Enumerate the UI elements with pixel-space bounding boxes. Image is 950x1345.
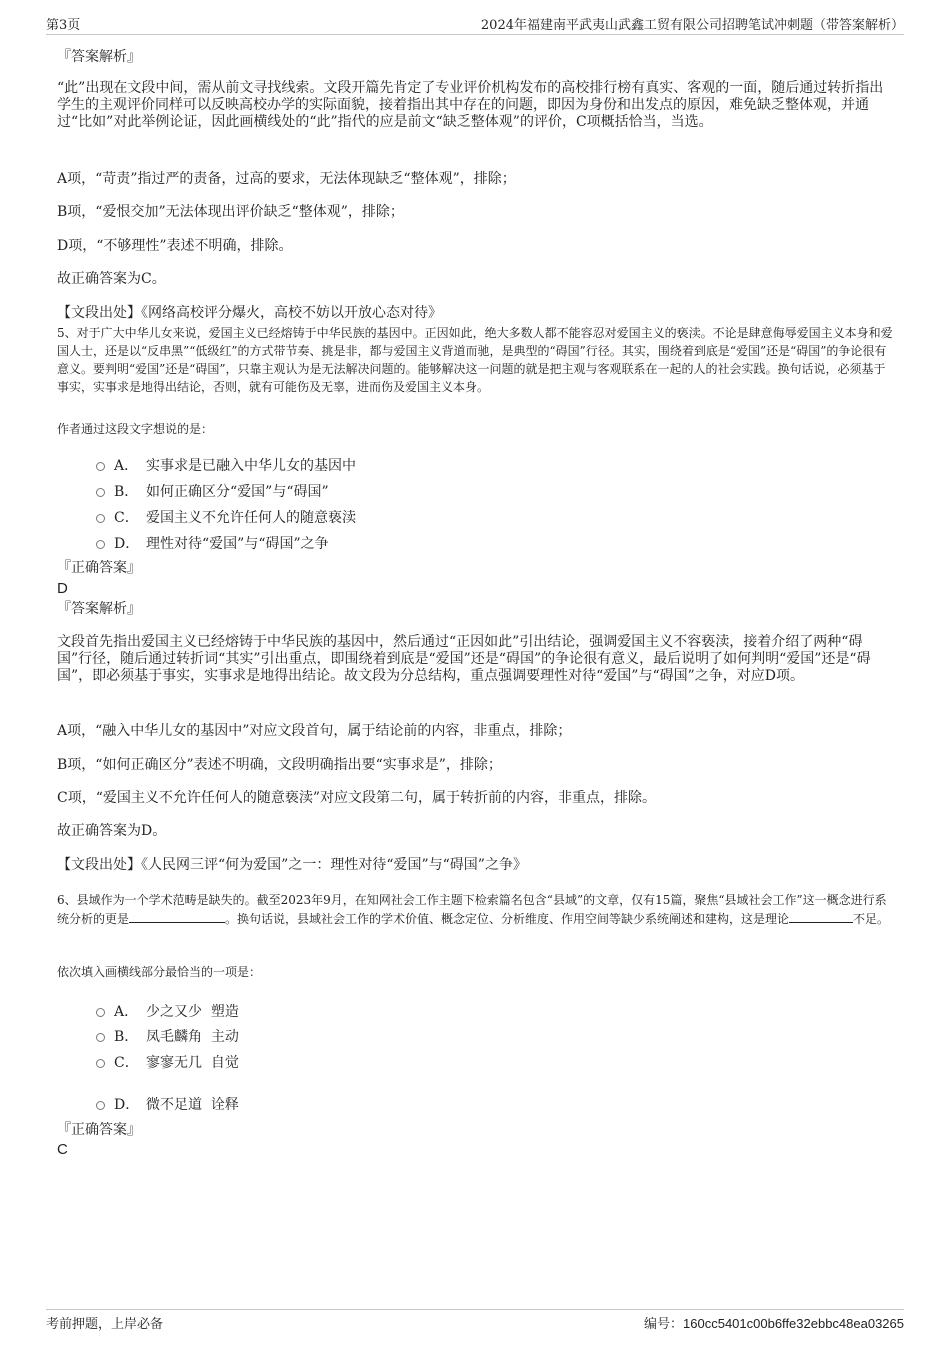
q5-option-a-explanation: A项，“融入中华儿女的基因中”对应文段首句，属于结论前的内容，非重点，排除； (57, 723, 572, 739)
q6-passage-part1: 6、县域作为一个学术范畴是缺失的。截至2023年9月，在知网社会工作主题下检索篇名包含“县域”的文章，仅有15篇，聚焦“县域社会工作”这一概念进行系统分析的更是 (57, 893, 887, 926)
option-text: 寥寥无几 自觉 (146, 1055, 239, 1071)
q5-answer-label: 『正确答案』 (57, 560, 141, 576)
q5-option-b-explanation: B项，“如何正确区分”表述不明确，文段明确指出要“实事求是”，排除； (57, 757, 502, 773)
footer-divider (46, 1309, 904, 1310)
q5-option-d[interactable] (96, 533, 329, 553)
radio-button[interactable] (96, 1101, 105, 1110)
q6-passage-part2: 。换句话说，县域社会工作的学术价值、概念定位、分析维度、作用空间等缺少系统阐述和建构，这是理论 (225, 912, 790, 926)
q5-option-b[interactable] (96, 481, 329, 501)
q6-blank-2 (789, 909, 853, 923)
option-letter: D． (114, 536, 140, 552)
q6-option-b[interactable] (96, 1026, 239, 1046)
option-text: 微不足道 诠释 (146, 1097, 239, 1113)
q5-prompt: 作者通过这段文字想说的是： (57, 422, 214, 436)
q4-source: 【文段出处】《网络高校评分爆火，高校不妨以开放心态对待》 (57, 305, 442, 321)
q5-answer: D (57, 580, 68, 597)
option-text: 少之又少 塑造 (146, 1004, 239, 1020)
q4-conclusion: 故正确答案为C。 (57, 271, 166, 287)
q6-passage-part3: 不足。 (853, 912, 890, 926)
page-number: 第3页 (46, 18, 81, 33)
option-letter: C． (114, 1055, 139, 1071)
q6-option-a[interactable] (96, 1001, 239, 1021)
radio-button[interactable] (96, 1008, 105, 1017)
radio-button[interactable] (96, 462, 105, 471)
option-text: 如何正确区分“爱国”与“碍国” (146, 484, 329, 500)
option-letter: B． (114, 484, 139, 500)
option-text: 理性对待“爱国”与“碍国”之争 (146, 536, 329, 552)
radio-button[interactable] (96, 514, 105, 523)
document-title: 2024年福建南平武夷山武鑫工贸有限公司招聘笔试冲刺题（带答案解析） (480, 18, 904, 33)
q4-analysis-label: 『答案解析』 (57, 49, 141, 65)
footer-slogan: 考前押题，上岸必备 (46, 1317, 164, 1332)
option-letter: C． (114, 510, 139, 526)
option-letter: B． (114, 1029, 139, 1045)
q6-option-c[interactable] (96, 1052, 239, 1072)
q5-passage: 5、对于广大中华儿女来说，爱国主义已经熔铸于中华民族的基因中。正因如此，绝大多数人都不能容忍对爱国主义的亵渎。不论是肆意侮辱爱国主义本身和爱国人士，还是以“反串黑”“低级红”的方式带节奏、挑是非，都与爱国主义背道而驰，是典型的“碍国”行径。其实，围绕着到底是“爱国”还是“碍国”的争论很有意义。要判明“爱国”还是“碍国”，只靠主观认为是无法解决问题的。能够解决这一问题的就是把主观与客观联系在一起的人的社会实践。换句话说，必须基于事实，实事求是地得出结论，否则，就有可能伤及无辜，进而伤及爱国主义本身。 (57, 326, 893, 394)
option-letter: D． (114, 1097, 140, 1113)
q6-option-d[interactable] (96, 1094, 239, 1114)
q4-option-d-explanation: D项，“不够理性”表述不明确，排除。 (57, 238, 293, 254)
option-text: 爱国主义不允许任何人的随意亵渎 (146, 510, 356, 526)
radio-button[interactable] (96, 540, 105, 549)
radio-button[interactable] (96, 1059, 105, 1068)
option-text: 凤毛麟角 主动 (146, 1029, 239, 1045)
option-letter: A． (114, 1004, 139, 1020)
radio-button[interactable] (96, 1033, 105, 1042)
code-value: 160cc5401c00b6ffe32ebbc48ea03265 (683, 1316, 904, 1331)
q5-analysis-text: 文段首先指出爱国主义已经熔铸于中华民族的基因中，然后通过“正因如此”引出结论，强调爱国主义不容亵渎，接着介绍了两种“碍国”行径，随后通过转折词“其实”引出重点，即围绕着到底是“爱国”还是“碍国”的争论很有意义，最后说明了如何判明“爱国”还是“碍国”，即必须基于事实，实事求是地得出结论。故文段为分总结构，重点强调要理性对待“爱国”与“碍国”之争，对应D项。 (57, 634, 871, 684)
q4-analysis-text: “此”出现在文段中间，需从前文寻找线索。文段开篇先肯定了专业评价机构发布的高校排行榜有真实、客观的一面，随后通过转折指出学生的主观评价同样可以反映高校办学的实际面貌，接着指出其中存在的问题，即因为身份和出发点的原因，难免缺乏整体观，并通过“比如”对此举例论证，因此画横线处的“此”指代的应是前文“缺乏整体观”的评价，C项概括恰当，当选。 (57, 80, 884, 130)
q4-option-a-explanation: A项，“苛责”指过严的责备，过高的要求，无法体现缺乏“整体观”，排除； (57, 171, 516, 187)
code-label: 编号： (644, 1317, 684, 1332)
q6-blank-1 (129, 909, 225, 923)
radio-button[interactable] (96, 488, 105, 497)
q6-passage (57, 891, 897, 928)
q5-option-c[interactable] (96, 507, 356, 527)
q5-analysis-label: 『答案解析』 (57, 601, 141, 617)
q5-option-a[interactable] (96, 455, 356, 475)
q6-answer: C (57, 1141, 68, 1158)
option-text: 实事求是已融入中华儿女的基因中 (146, 458, 356, 474)
q5-option-c-explanation: C项，“爱国主义不允许任何人的随意亵渎”对应文段第二句，属于转折前的内容，非重点，排除。 (57, 790, 657, 806)
document-code (644, 1313, 904, 1332)
q5-conclusion: 故正确答案为D。 (57, 823, 167, 839)
q6-prompt: 依次填入画横线部分最恰当的一项是： (57, 965, 262, 979)
q4-option-b-explanation: B项，“爱恨交加”无法体现出评价缺乏“整体观”，排除； (57, 204, 404, 220)
option-letter: A． (114, 458, 139, 474)
header-divider (46, 34, 904, 35)
q5-source: 【文段出处】《人民网三评“何为爱国”之一：理性对待“爱国”与“碍国”之争》 (57, 857, 527, 873)
q6-answer-label: 『正确答案』 (57, 1122, 141, 1138)
